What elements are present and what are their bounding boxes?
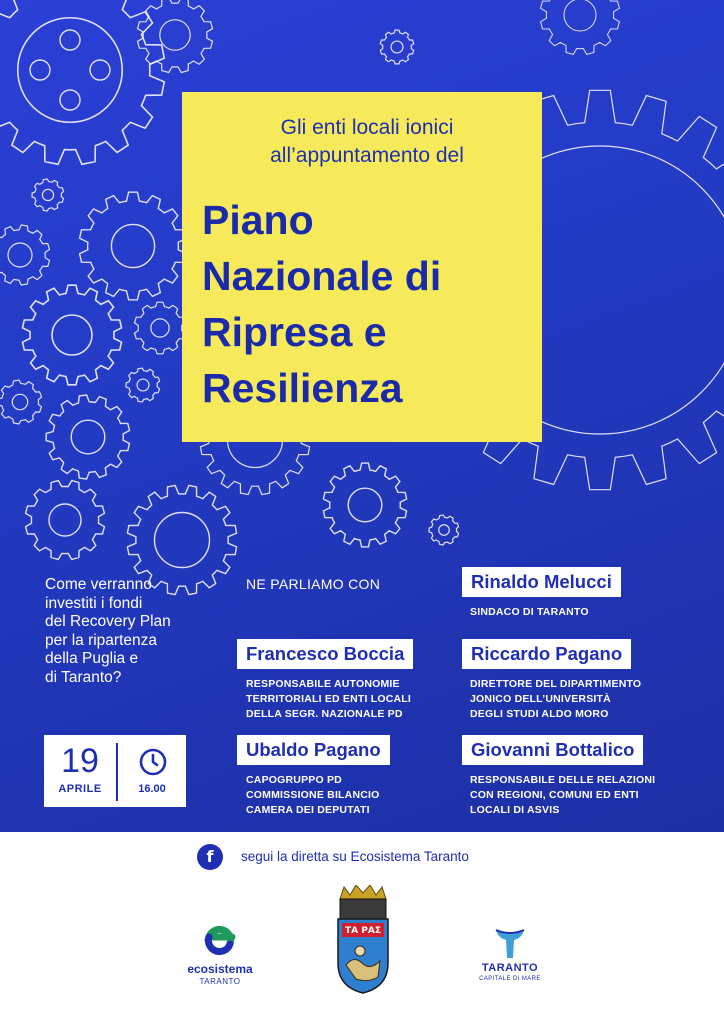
ecosistema-name: ecosistema	[187, 962, 253, 976]
role-line: RESPONSABILE AUTONOMIE	[246, 678, 400, 690]
gear-icon	[26, 481, 105, 560]
role-line: LOCALI DI ASVIS	[470, 804, 560, 816]
gear-icon	[0, 225, 49, 285]
question-line: per la ripartenza	[45, 631, 158, 649]
social-link[interactable]: segui la diretta su Ecosistema Taranto	[241, 849, 469, 864]
gear-hole	[60, 90, 80, 110]
ecosistema-logo	[170, 918, 270, 988]
talk-intro: NE PARLIAMO CON	[246, 576, 381, 592]
date-day: 19	[61, 742, 99, 780]
gear-icon	[0, 0, 164, 164]
role-line: DELLA SEGR. NAZIONALE PD	[246, 708, 403, 720]
title-box	[182, 92, 542, 442]
main-title	[202, 192, 532, 416]
taranto-name: TARANTO	[481, 962, 539, 974]
role-line: CAPOGRUPPO PD	[246, 774, 342, 786]
title-line: Nazionale di	[202, 253, 442, 299]
speaker-role	[246, 677, 411, 722]
taranto-subtitle: CAPITALE DI MARE	[479, 976, 541, 982]
gear-icon	[323, 463, 406, 547]
gear-icon	[0, 380, 41, 424]
event-time: 16.00	[138, 783, 166, 795]
title-line: Resilienza	[202, 365, 403, 411]
clock-icon	[138, 747, 168, 777]
gear-icon	[23, 285, 122, 385]
speaker-name: Giovanni Bottalico	[462, 735, 643, 765]
question-line: di Taranto?	[45, 668, 122, 686]
role-line: COMMISSIONE BILANCIO	[246, 789, 380, 801]
gear-hole	[30, 60, 50, 80]
role-line: DEGLI STUDI ALDO MORO	[470, 708, 609, 720]
gear-icon	[126, 368, 160, 402]
role-line: CON REGIONI, COMUNI ED ENTI	[470, 789, 639, 801]
speaker-role	[470, 773, 655, 818]
taranto-capitale-logo	[468, 926, 552, 986]
question-line: Come verranno	[45, 576, 152, 593]
question-line: del Recovery Plan	[45, 613, 171, 630]
question-text	[45, 576, 215, 687]
ecosistema-city: TARANTO	[199, 977, 241, 986]
date-month: APRILE	[58, 783, 102, 795]
speaker-name: Rinaldo Melucci	[462, 567, 621, 597]
role-line: CAMERA DEI DEPUTATI	[246, 804, 370, 816]
speaker-role	[470, 605, 589, 620]
title-line: Piano	[202, 197, 314, 243]
role-line: RESPONSABILE DELLE RELAZIONI	[470, 774, 656, 786]
social-bar	[0, 842, 724, 876]
speaker-role	[246, 773, 380, 818]
gear-hole	[90, 60, 110, 80]
speaker-name: Riccardo Pagano	[462, 639, 631, 669]
subtitle-line: Gli enti locali ionici	[280, 116, 454, 139]
speaker-name: Francesco Boccia	[237, 639, 413, 669]
gear-icon	[46, 395, 129, 479]
gear-icon	[429, 515, 459, 545]
gear-hole	[60, 30, 80, 50]
gear-icon	[32, 179, 64, 211]
role-line: SINDACO DI TARANTO	[470, 606, 589, 618]
title-line: Ripresa e	[202, 309, 387, 355]
question-line: della Puglia e	[45, 650, 139, 667]
gear-icon	[80, 192, 187, 300]
gear-icon	[135, 302, 186, 354]
crest-lettering: ΤΑ ΡΑΣ	[345, 926, 381, 936]
role-line: JONICO DELL’UNIVERSITÀ	[470, 693, 611, 705]
gear-icon	[541, 0, 620, 54]
speaker-role	[470, 677, 641, 722]
speaker-name: Ubaldo Pagano	[237, 735, 390, 765]
facebook-icon[interactable]: f	[197, 844, 223, 870]
ecosistema-mark-icon	[202, 918, 238, 956]
role-line: DIRETTORE DEL DIPARTIMENTO	[470, 678, 642, 690]
gear-icon	[380, 30, 413, 64]
subtitle-line: all’appuntamento del	[270, 144, 464, 167]
date-box	[44, 735, 186, 807]
subtitle	[202, 114, 532, 170]
gear-icon	[138, 0, 213, 73]
role-line: TERRITORIALI ED ENTI LOCALI	[246, 693, 412, 705]
taranto-trident-icon	[492, 926, 528, 960]
question-line: investiti i fondi	[45, 594, 143, 612]
taranto-crest	[332, 885, 394, 995]
